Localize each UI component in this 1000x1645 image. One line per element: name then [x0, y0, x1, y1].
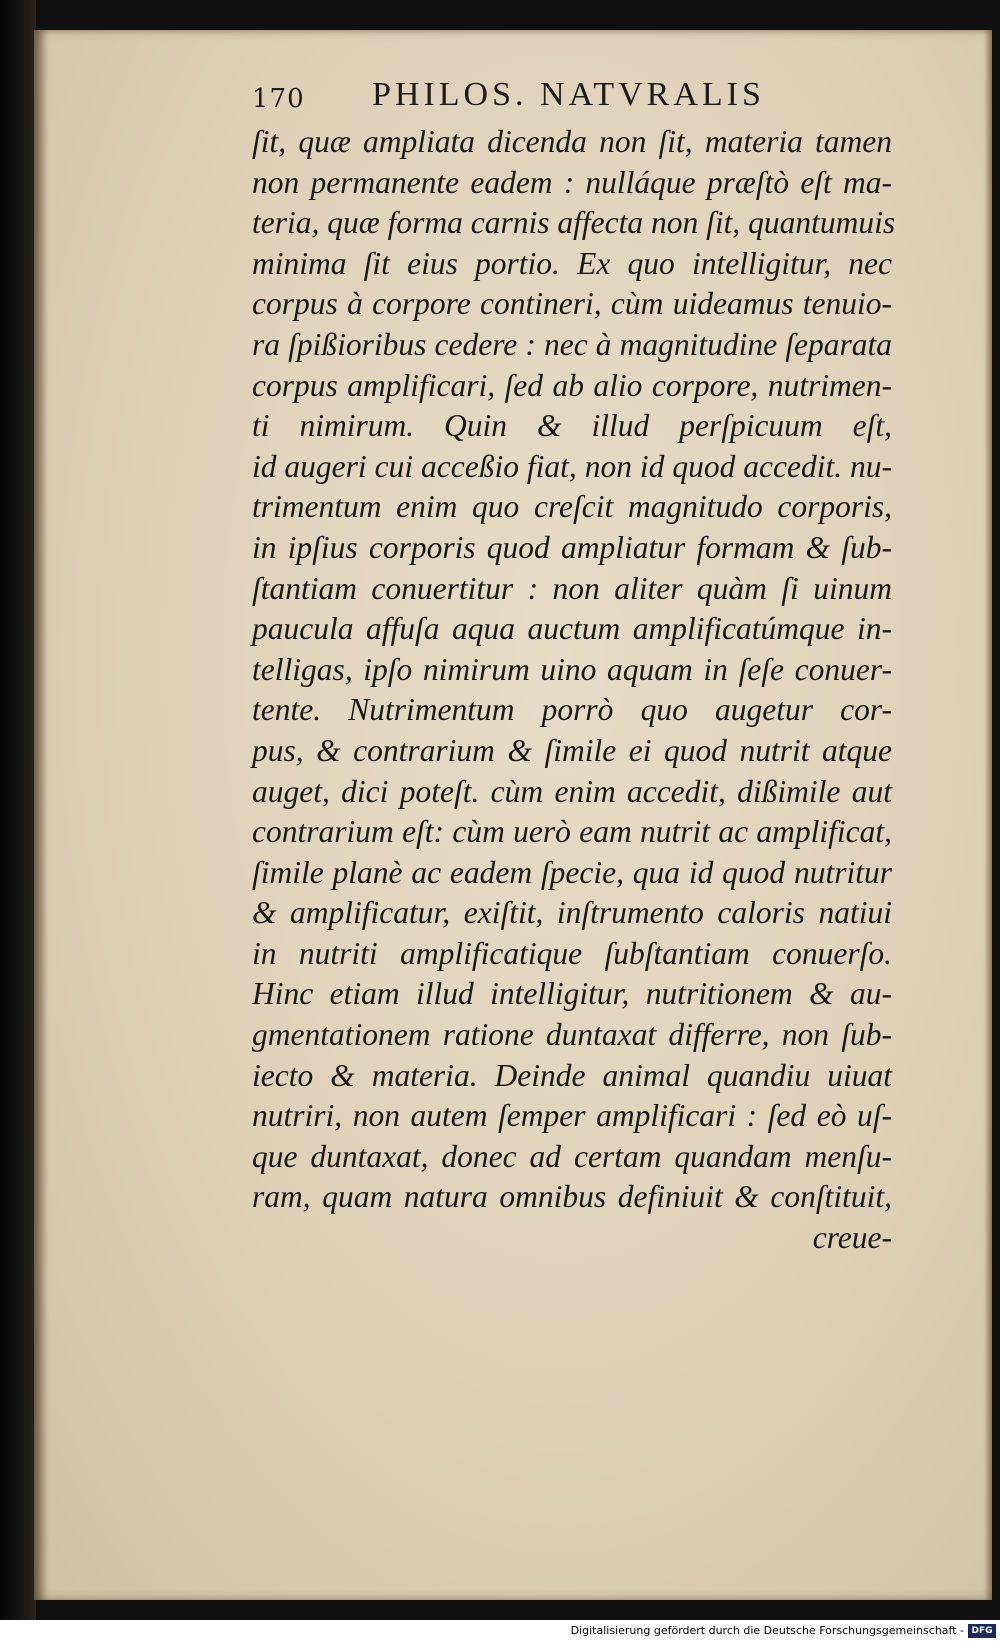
page-edge-shade — [984, 30, 992, 1600]
text-line: corpus amplificari, ſed ab alio corpore, nutrimen- — [252, 367, 892, 403]
text-line: trimentum enim quo creſcit magnitudo corporis, — [252, 489, 892, 525]
text-line: telligas, ipſo nimirum uino aquam in ſeſe conuer- — [252, 651, 892, 687]
text-line: ſimile planè ac eadem ſpecie, qua id quod nutritur — [252, 854, 892, 890]
text-line: gmentationem ratione duntaxat differre, non ſub- — [252, 1017, 892, 1053]
text-line: ſtantiam conuertitur : non aliter quàm ſi uinum — [252, 570, 892, 606]
text-line: que duntaxat, donec ad certam quandam menſu- — [252, 1138, 892, 1174]
text-line: pus, & contrarium & ſimile ei quod nutrit atque — [252, 732, 892, 768]
catchword: creue- — [812, 1220, 892, 1256]
text-line: Hinc etiam illud intelligitur, nutritionem & au- — [252, 976, 892, 1012]
text-line: id augeri cui acceßio fiat, non id quod accedit. nu- — [252, 448, 892, 484]
text-line: tente. Nutrimentum porrò quo augetur cor- — [252, 692, 892, 728]
text-line: ſit, quæ ampliata dicenda non ſit, materia tamen — [252, 124, 892, 159]
page-number: 170 — [252, 84, 305, 114]
text-line: auget, dici poteſt. cùm enim accedit, dißimile aut — [252, 773, 892, 809]
text-line: contrarium eſt: cùm uerò eam nutrit ac amplificat, — [252, 814, 892, 850]
text-line: in ipſius corporis quod ampliatur formam & ſub- — [252, 529, 892, 565]
text-line: iecto & materia. Deinde animal quandiu uiuat — [252, 1057, 892, 1093]
text-line: in nutriti amplificatique ſubſtantiam conuerſo. — [252, 935, 892, 971]
text-line: ram, quam natura omnibus definiuit & conſtituit, — [252, 1179, 892, 1215]
text-line: ra ſpißioribus cedere : nec à magnitudine ſeparata — [252, 326, 892, 362]
text-line: ti nimirum. Quin & illud perſpicuum eſt, — [252, 408, 892, 444]
text-line: & amplificatur, exiſtit, inſtrumento caloris natiui — [252, 895, 892, 931]
funding-credit: Digitalisierung gefördert durch die Deutsche Forschungsgemeinschaft - — [570, 1624, 964, 1637]
dfg-logo: DFG — [968, 1624, 996, 1638]
running-head — [252, 76, 852, 120]
text-line: corpus à corpore contineri, cùm uideamus tenuio- — [252, 286, 892, 322]
text-line: non permanente eadem : nulláque præſtò eſt ma- — [252, 164, 892, 200]
text-line: teria, quæ forma carnis affecta non ſit, quantumuis — [252, 205, 896, 241]
text-line: minima ſit eius portio. Ex quo intelligitur, nec — [252, 245, 892, 281]
page-gutter-shade — [34, 30, 48, 1600]
text-line: nutriri, non autem ſemper amplificari : ſed eò uſ- — [252, 1098, 892, 1134]
footer-bar — [0, 1620, 1000, 1645]
body-text — [252, 122, 896, 1259]
binding-shadow — [0, 0, 36, 1620]
text-line: paucula affuſa aqua auctum amplificatúmque in- — [252, 611, 892, 647]
running-title: PHILOS. NATVRALIS — [372, 76, 765, 113]
